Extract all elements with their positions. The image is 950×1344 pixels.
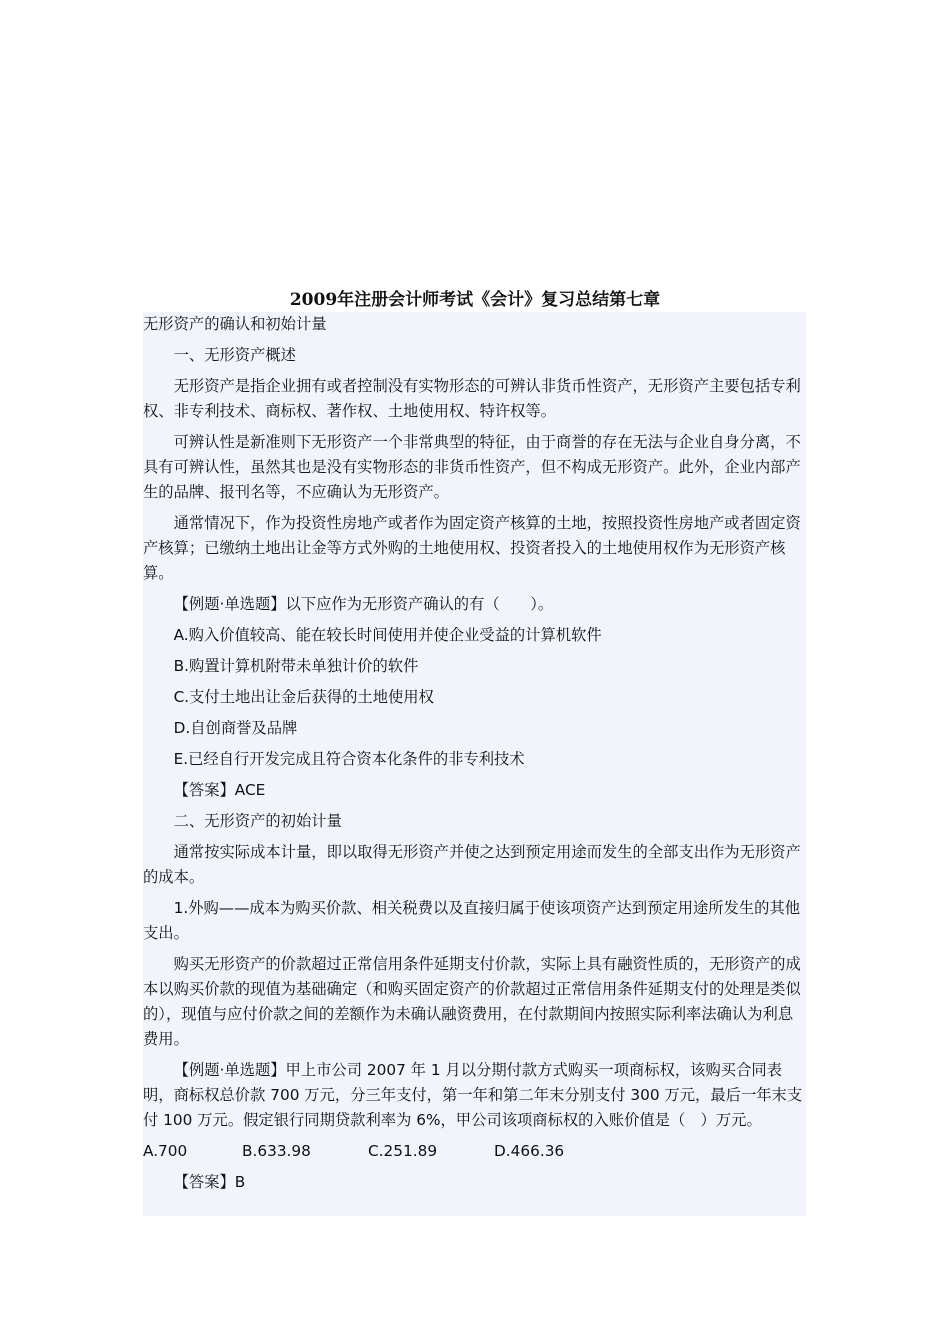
- document-body: [143, 312, 806, 1216]
- paragraph-deferred-payment: 购买无形资产的价款超过正常信用条件延期支付价款，实际上具有融资性质的，无形资产的成本以购买价款的现值为基础确定（和购买固定资产的价款超过正常信用条件延期支付的处理是类似的），现值与应付价款之间的差额作为未确认融资费用，在付款期间内按照实际利率法确认为利息费用。: [143, 955, 801, 1048]
- example-question-2: 【例题·单选题】甲上市公司 2007 年 1 月以分期付款方式购买一项商标权，该购买合同表明，商标权总价款 700 万元，分三年支付，第一年和第二年末分别支付 300 万元，最后一年末支付 100 万元。假定银行同期贷款利率为 6%，甲公司该项商标权的入账价值是（ ）万元。: [143, 1061, 803, 1129]
- paragraph-overview-heading: 一、无形资产概述: [173, 346, 296, 364]
- paragraph-identifiability: 可辨认性是新准则下无形资产一个非常典型的特征，由于商誉的存在无法与企业自身分离，不具有可辨认性，虽然其也是没有实物形态的非货币性资产，但不构成无形资产。此外，企业内部产生的品牌、报刊名等，不应确认为无形资产。: [143, 433, 801, 501]
- paragraph-purchase: 1.外购——成本为购买价款、相关税费以及直接归属于使该项资产达到预定用途所发生的其他支出。: [143, 899, 801, 942]
- option-b: B.633.98: [242, 1142, 311, 1160]
- paragraph-cost-basis: 通常按实际成本计量，即以取得无形资产并使之达到预定用途而发生的全部支出作为无形资产的成本。: [143, 843, 801, 886]
- example-option-a: A.购入价值较高、能在较长时间使用并使企业受益的计算机软件: [173, 626, 602, 644]
- example-option-d: D.自创商誉及品牌: [173, 719, 298, 737]
- option-c: C.251.89: [368, 1142, 438, 1160]
- paragraph-definition: 无形资产是指企业拥有或者控制没有实物形态的可辨认非货币性资产，无形资产主要包括专利权、非专利技术、商标权、著作权、土地使用权、特许权等。: [143, 377, 801, 420]
- example-answer-2: 【答案】B: [173, 1173, 246, 1191]
- section-heading: 无形资产的确认和初始计量: [143, 315, 327, 333]
- example-option-e: E.已经自行开发完成且符合资本化条件的非专利技术: [173, 750, 525, 768]
- paragraph-land-use: 通常情况下，作为投资性房地产或者作为固定资产核算的土地，按照投资性房地产或者固定资产核算；已缴纳土地出让金等方式外购的土地使用权、投资者投入的土地使用权作为无形资产核算。: [143, 514, 801, 582]
- example-option-b: B.购置计算机附带未单独计价的软件: [173, 657, 419, 675]
- example-question-1: 【例题·单选题】以下应作为无形资产确认的有（ ）。: [173, 595, 554, 613]
- option-a: A.700: [143, 1142, 188, 1160]
- example-options-row: [143, 1139, 806, 1164]
- paragraph-initial-measurement-heading: 二、无形资产的初始计量: [173, 812, 342, 830]
- option-d: D.466.36: [494, 1142, 565, 1160]
- document-title: 2009年注册会计师考试《会计》复习总结第七章: [289, 290, 661, 310]
- example-answer-1: 【答案】ACE: [173, 781, 266, 799]
- example-option-c: C.支付土地出让金后获得的土地使用权: [173, 688, 434, 706]
